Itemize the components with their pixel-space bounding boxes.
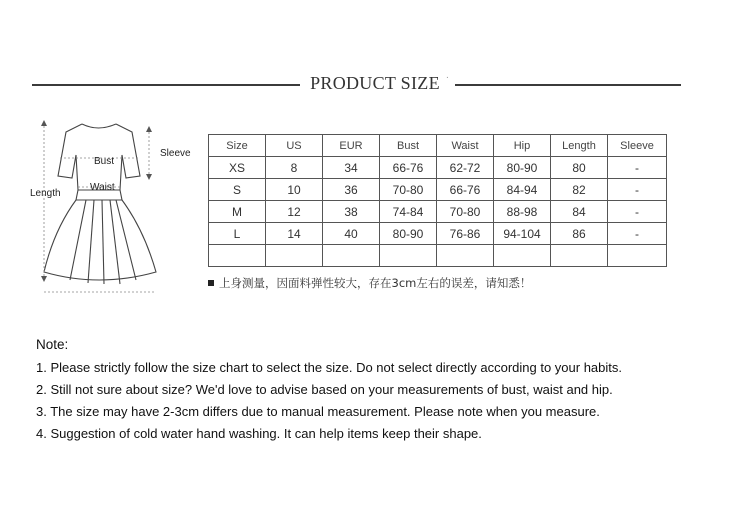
notes-title: Note: [36,337,69,352]
table-cell [437,245,494,267]
table-cell: 14 [266,223,323,245]
sleeve-label: Sleeve [160,148,191,159]
title-rule-right [455,84,681,86]
table-cell: 8 [266,157,323,179]
table-cell: 70-80 [380,179,437,201]
note-item: 1. Please strictly follow the size chart to select the size. Do not select directly according to your habits. [36,360,622,375]
table-cell: S [209,179,266,201]
table-row-empty [209,245,667,267]
title-rule-left [32,84,300,86]
table-cell: 36 [323,179,380,201]
length-label: Length [30,188,61,199]
table-cell: 80-90 [380,223,437,245]
col-header-eur: EUR [323,135,380,157]
table-cell: XS [209,157,266,179]
table-cell: 70-80 [437,201,494,223]
table-cell: 94-104 [494,223,551,245]
note-item: 3. The size may have 2-3cm differs due to manual measurement. Please note when you measure. [36,404,600,419]
bust-label: Bust [94,156,115,167]
table-cell [608,245,667,267]
col-header-bust: Bust [380,135,437,157]
table-cell: - [608,223,667,245]
notes-section [36,337,622,445]
square-bullet-icon [208,280,214,286]
table-cell: - [608,201,667,223]
table-cell: 84-94 [494,179,551,201]
dress-measurement-diagram [24,110,204,305]
table-cell: 74-84 [380,201,437,223]
page-title: PRODUCT SIZE [310,73,440,93]
table-cell [551,245,608,267]
table-cell: L [209,223,266,245]
table-cell: 66-76 [437,179,494,201]
table-row [209,157,667,179]
col-header-waist: Waist [437,135,494,157]
col-header-length: Length [551,135,608,157]
table-row [209,201,667,223]
table-cell: - [608,179,667,201]
table-row [209,179,667,201]
table-cell: 82 [551,179,608,201]
table-cell: 40 [323,223,380,245]
table-cell: 86 [551,223,608,245]
title-mark: . [446,70,449,81]
size-chart-table [208,134,667,267]
table-cell: 76-86 [437,223,494,245]
table-header-row [209,135,667,157]
table-cell: 34 [323,157,380,179]
table-cell [209,245,266,267]
table-cell: 12 [266,201,323,223]
table-cell [323,245,380,267]
table-cell: 10 [266,179,323,201]
col-header-hip: Hip [494,135,551,157]
table-cell: - [608,157,667,179]
table-cell: 80 [551,157,608,179]
table-cell: M [209,201,266,223]
table-cell [494,245,551,267]
waist-label: Waist [90,182,115,193]
note-item: 4. Suggestion of cold water hand washing. It can help items keep their shape. [36,426,482,441]
table-cell: 38 [323,201,380,223]
col-header-size: Size [209,135,266,157]
table-cell [380,245,437,267]
measurement-tolerance-note [208,275,531,291]
table-cell: 84 [551,201,608,223]
table-cell [266,245,323,267]
table-cell: 80-90 [494,157,551,179]
col-header-sleeve: Sleeve [608,135,667,157]
col-header-us: US [266,135,323,157]
table-cell: 88-98 [494,201,551,223]
note-item: 2. Still not sure about size? We'd love to advise based on your measurements of bust, waist and hip. [36,382,613,397]
table-cell: 66-76 [380,157,437,179]
measurement-tolerance-text: 上身测量，因面料弹性较大，存在3cm左右的误差，请知悉！ [219,276,532,290]
table-row [209,223,667,245]
table-cell: 62-72 [437,157,494,179]
